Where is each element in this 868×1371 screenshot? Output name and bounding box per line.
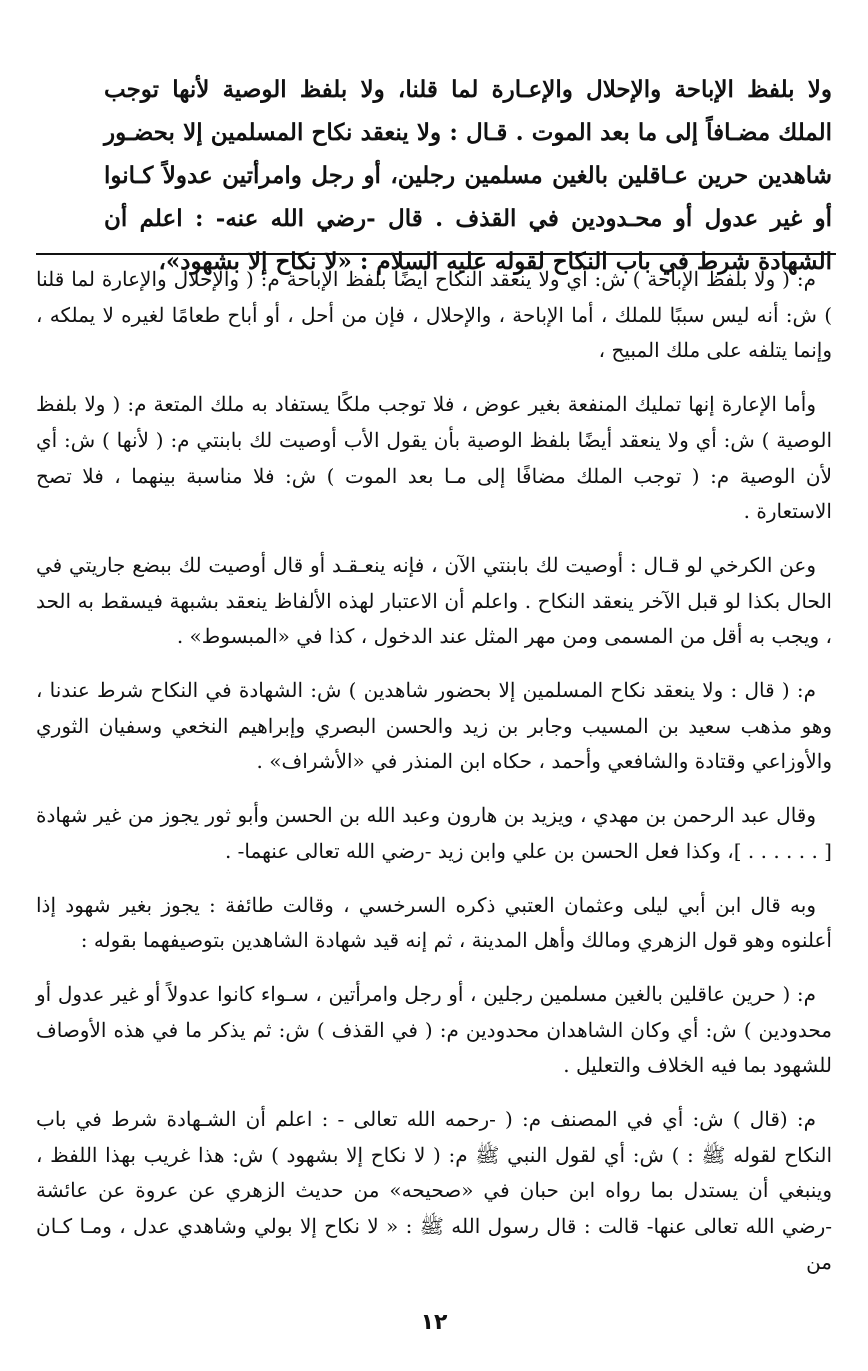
page-number: ١٢ — [420, 1310, 448, 1335]
commentary-paragraph: وبه قال ابن أبي ليلى وعثمان العتبي ذكره السرخسي ، وقالت طائفة : يجوز بغير شهود إذا أعلنوه وهو قول الزهري ومالك وأهل المدينة ، ثم إنه قيد شهادة الشاهدين بتوصيفهما بقوله : — [36, 892, 832, 953]
commentary-paragraph: م: (قال ) ش: أي في المصنف م: ( -رحمه الله تعالى - : اعلم أن الشـهادة شرط في باب النكاح لقوله ﷺ : ) ش: أي لقول النبي ﷺ م: ( لا نكاح إلا بشهود ) ش: هذا غريب بهذا اللفظ ، وينبغي أن يستدل بما رواه ابن حبان في «صحيحه» من حديث الزهري عن عروة عن عائشة -رضي الله تعالى عنها- قالت : قال رسول الله ﷺ : « لا نكاح إلا بولي وشاهدي عدل ، ومـا كـان من — [36, 1107, 832, 1274]
commentary-paragraph: وعن الكرخي لو قـال : أوصيت لك بابنتي الآن ، فإنه ينعـقـد أو قال أوصيت لك ببضع جاريتي في الحال بكذا لو قبل الآخر ينعقد النكاح . واعلم أن الاعتبار لهذه الألفاظ ينعقد بشبهة فيسقط به الحد ، ويجب به أقل من المسمى ومن مهر المثل عند الدخول ، كذا في «المبسوط» . — [36, 552, 832, 649]
commentary-paragraph: م: ( حرين عاقلين بالغين مسلمين رجلين ، أو رجل وامرأتين ، سـواء كانوا عدولاً أو غير عدول أو محدودين ) ش: أي وكان الشاهدان محدودين م: ( في القذف ) ش: ثم يذكر ما في هذه الأوصاف للشهود بما فيه الخلاف والتعليل . — [36, 981, 833, 1078]
commentary-paragraph: وقال عبد الرحمن بن مهدي ، ويزيد بن هارون وعبد الله بن الحسن وأبو ثور يجوز من غير شهادة [ . . . . . . ]، وكذا فعل الحسن بن علي وابن زيد -رضي الله تعالى عنهما- . — [36, 803, 832, 863]
commentary-section — [36, 262, 832, 1299]
commentary-paragraph: م: ( قال : ولا ينعقد نكاح المسلمين إلا بحضور شاهدين ) ش: الشهادة في النكاح شرط عندنا ، وهو مذهب سعيد بن المسيب وجابر بن زيد والحسن البصري وإبراهيم النخعي وسفيان الثوري والأوزاعي وقتادة والشافعي وأحمد ، حكاه ابن المنذر في «الأشراف» . — [36, 678, 832, 774]
commentary-paragraph: وأما الإعارة إنها تمليك المنفعة بغير عوض ، فلا توجب ملكًا يستفاد به ملك المتعة م: ( ولا بلفظ الوصية ) ش: أي ولا ينعقد أيضًا بلفظ الوصية بأن يقول الأب أوصيت لك بابنتي م: ( لأنها ) ش: أي لأن الوصية م: ( توجب الملك مضافًا إلى مـا بعد الموت ) ش: فلا مناسبة بينهما ، فلا تصح الاستعارة . — [36, 392, 832, 524]
matn-text: ولا بلفظ الإباحة والإحلال والإعـارة لما قلنا، ولا بلفظ الوصية لأنها توجب الملك مضـافاً إلى ما بعد الموت . قـال : ولا ينعقد نكاح المسلمين إلا بحضـور شاهدين حرين عـاقلين بالغين مسلمين رجلين، أو رجل وامرأتين عدولاً كـانوا أو غير عدول أو محـدودين في القذف . قال -رضي الله عنه- : اعلم أن الشهادة شرط في باب النكاح لقوله عليه السلام : «لا نكاح إلا بشهود»، — [104, 76, 832, 275]
separator-rule — [36, 253, 836, 255]
commentary-paragraph: م: ( ولا بلفظ الإباحة ) ش: أي ولا ينعقد النكاح أيضًا بلفظ الإباحة م: ( والإحلال والإعارة لما قلنا ) ش: أنه ليس سببًا للملك ، أما الإباحة ، والإحلال ، فإن من أحل ، أو أباح طعامًا لغيره لا يملكه ، وإنما يتلفه على ملك المبيح ، — [36, 267, 832, 363]
